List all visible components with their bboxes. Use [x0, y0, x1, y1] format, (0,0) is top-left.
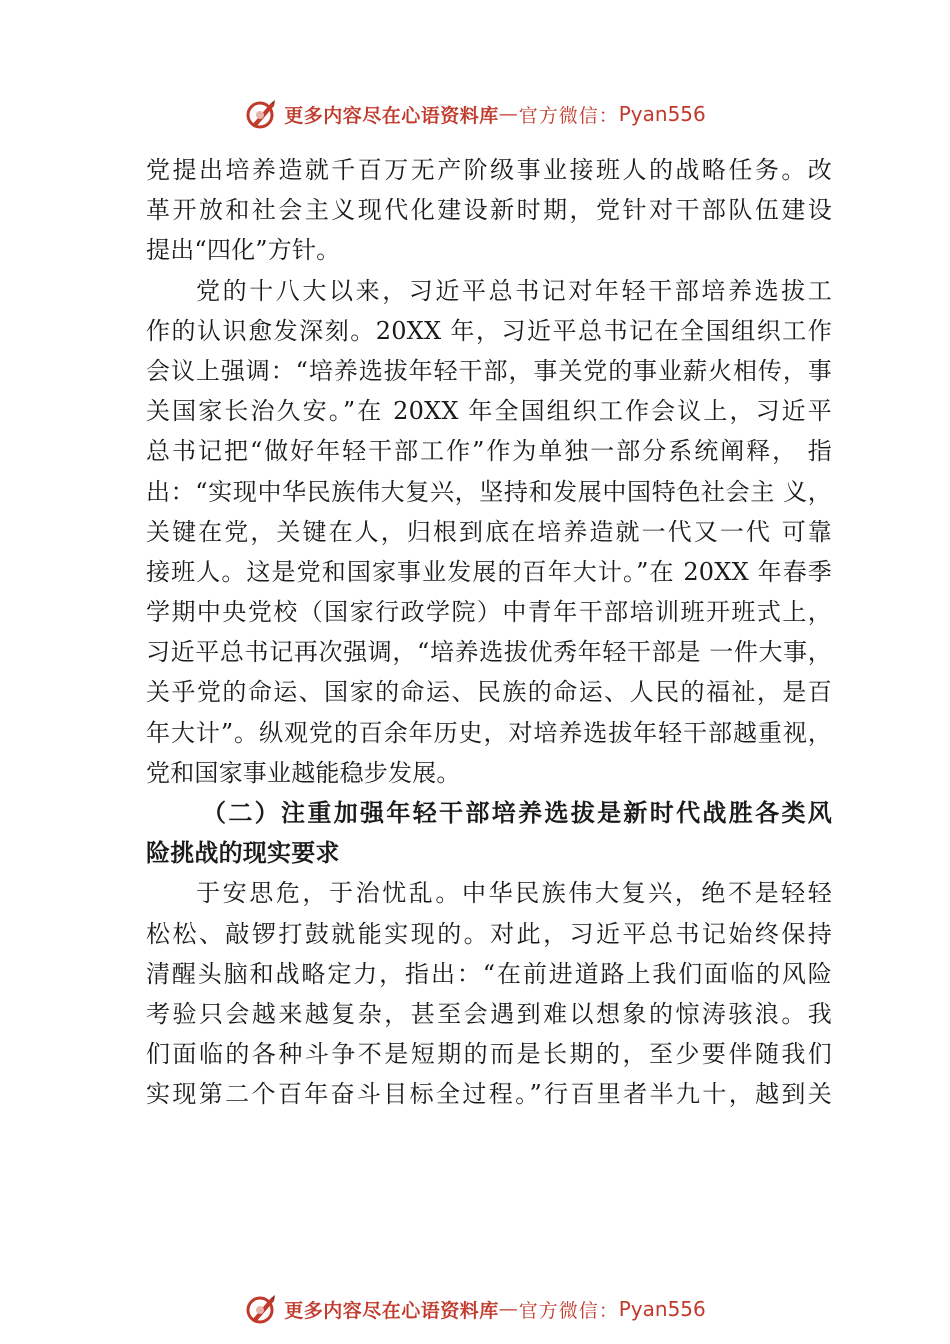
banner-wechat-id: Pyan556 [618, 1297, 706, 1321]
text-line: 习近平总书记再次强调，“培养选拔优秀年轻干部是 一件大事， [146, 638, 832, 667]
paragraph-2 [146, 271, 832, 793]
text-line: 关乎党的命运、国家的命运、民族的命运、人民的福祉，是百 [146, 678, 832, 707]
text-line: 实现第二个百年奋斗目标全过程。”行百里者半九十，越到关 [146, 1080, 832, 1109]
banner-wechat-label: 官方微信： [518, 104, 619, 127]
banner-dash: — [498, 1298, 519, 1320]
banner-text: 更多内容尽在心语资料库 [284, 104, 499, 127]
banner-wechat-label: 官方微信： [518, 1299, 619, 1322]
text-line: 们面临的各种斗争不是短期的而是长期的，至少要伴随我们 [146, 1040, 832, 1069]
text-line: 关键在党，关键在人，归根到底在培养造就一代又一代 可靠 [146, 517, 832, 546]
heading-line: （二）注重加强年轻干部培养选拔是新时代战胜各类风 [202, 798, 832, 827]
banner-dash: — [498, 103, 519, 125]
footer-banner [0, 1287, 950, 1331]
banner-wechat-id: Pyan556 [618, 102, 706, 126]
heading-line: 险挑战的现实要求 [146, 838, 340, 868]
text-line: 松松、敲锣打鼓就能实现的。对此，习近平总书记始终保持 [146, 919, 832, 948]
text-line: 年大计”。纵观党的百余年历史，对培养选拔年轻干部越重视， [146, 718, 832, 747]
text-line: 清醒头脑和战略定力，指出：“在前进道路上我们面临的风险 [146, 959, 832, 988]
banner-text: 更多内容尽在心语资料库 [284, 1299, 499, 1322]
paragraph-3 [146, 873, 832, 1114]
text-line: 学期中央党校（国家行政学院）中青年干部培训班开班式上， [146, 598, 832, 627]
header-banner [0, 92, 950, 136]
text-line: 关国家长治久安。”在 20XX 年全国组织工作会议上，习近平 [146, 397, 832, 426]
text-line: 会议上强调：“培养选拔年轻干部，事关党的事业薪火相传，事 [146, 356, 832, 385]
section-heading [146, 793, 832, 873]
text-line: 党提出培养造就千百万无产阶级事业接班人的战略任务。改 [146, 156, 832, 184]
text-line: 革开放和社会主义现代化建设新时期，党针对干部队伍建设 [146, 196, 832, 225]
text-line: 作的认识愈发深刻。20XX 年，习近平总书记在全国组织工作 [146, 316, 832, 345]
text-line: 出：“实现中华民族伟大复兴，坚持和发展中国特色社会主 义， [146, 477, 832, 506]
text-line: 考验只会越来越复杂，甚至会遇到难以想象的惊涛骇浪。我 [146, 999, 832, 1028]
document-body [146, 150, 832, 1115]
paragraph-1 [146, 150, 832, 271]
text-line: 于安思危，于治忧乱。中华民族伟大复兴，绝不是轻轻 [196, 879, 832, 908]
text-line: 提出“四化”方针。 [146, 236, 341, 265]
text-line: 接班人。这是党和国家事业发展的百年大计。”在 20XX 年春季 [146, 557, 832, 586]
text-line: 总书记把“做好年轻干部工作”作为单独一部分系统阐释， 指 [146, 437, 832, 466]
text-line: 党和国家事业越能稳步发展。 [146, 758, 461, 787]
feather-pen-logo-icon [244, 1292, 278, 1326]
feather-pen-logo-icon [244, 97, 278, 131]
text-line: 党的十八大以来，习近平总书记对年轻干部培养选拔工 [196, 276, 832, 305]
